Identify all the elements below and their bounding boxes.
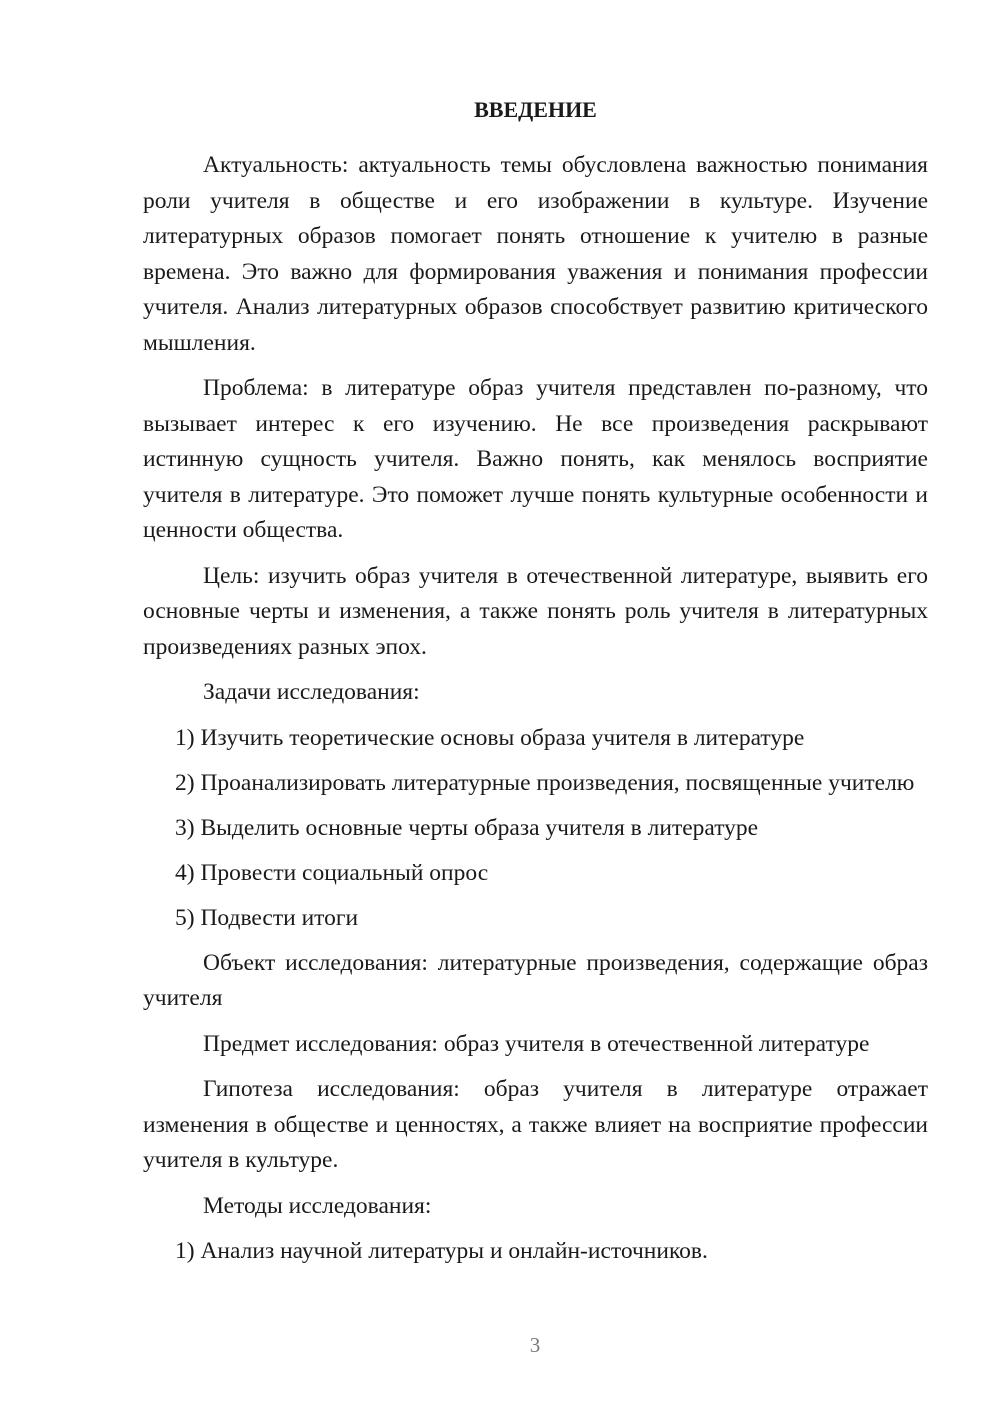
goal-paragraph: Цель: изучить образ учителя в отечественной литературе, выявить его основные черты и изменения, а также понять роль учителя в литературных произведениях разных эпох.	[143, 562, 928, 660]
page-number: 3	[529, 1333, 541, 1357]
task-item-5: 5) Подвести итоги	[175, 904, 359, 931]
page-content	[143, 92, 928, 1279]
task-item-4: 4) Провести социальный опрос	[175, 859, 489, 886]
task-item-1: 1) Изучить теоретические основы образа учителя в литературе	[175, 724, 805, 751]
section-heading: ВВЕДЕНИЕ	[474, 97, 597, 122]
methods-title: Методы исследования:	[203, 1192, 432, 1219]
object-paragraph: Объект исследования: литературные произведения, содержащие образ учителя	[143, 949, 928, 1011]
task-item-2: 2) Проанализировать литературные произведения, посвященные учителю	[175, 769, 915, 796]
problem-paragraph: Проблема: в литературе образ учителя представлен по-разному, что вызывает интерес к его изучению. Не все произведения раскрывают истинную сущность учителя. Важно понять, как менялось восприятие учителя в литературе. Это поможет лучше понять культурные особенности и ценности общества.	[143, 375, 928, 543]
hypothesis-paragraph: Гипотеза исследования: образ учителя в литературе отражает изменения в обществе и ценностях, а также влияет на восприятие профессии учителя в культуре.	[143, 1076, 928, 1173]
method-item-1: 1) Анализ научной литературы и онлайн-источников.	[175, 1238, 708, 1264]
subject-paragraph: Предмет исследования: образ учителя в отечественной литературе	[203, 1030, 870, 1057]
actuality-paragraph: Актуальность: актуальность темы обусловлена важностью понимания роли учителя в обществе и его изображении в культуре. Изучение литературных образов помогает понять отношение к учителю в разные времена. Это важно для формирования уважения и понимания профессии учителя. Анализ литературных образов способствует развитию критического мышления.	[143, 152, 928, 356]
tasks-title: Задачи исследования:	[203, 679, 420, 705]
task-item-3: 3) Выделить основные черты образа учителя в литературе	[175, 814, 759, 841]
